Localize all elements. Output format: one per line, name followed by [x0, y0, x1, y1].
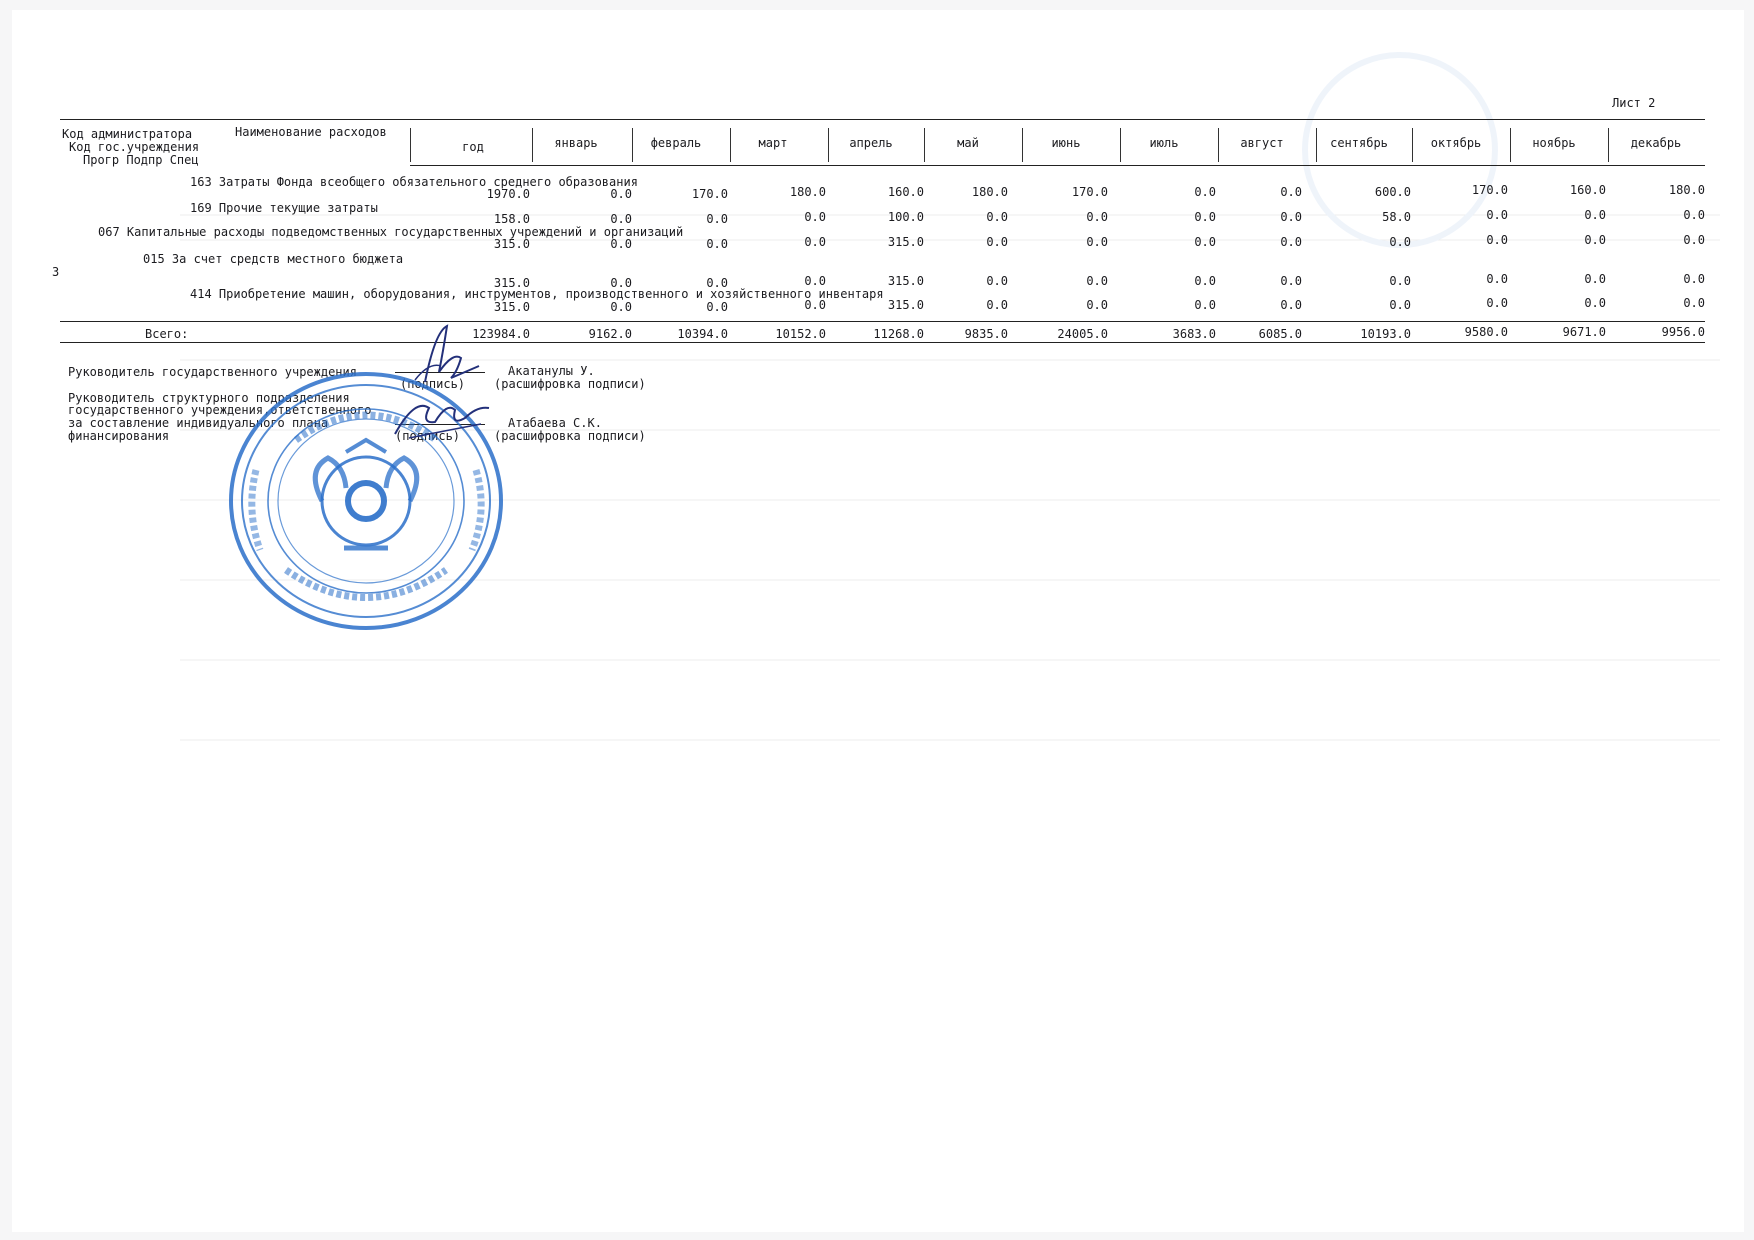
row-value: 0.0	[986, 210, 1008, 224]
row-value: 100.0	[887, 210, 924, 224]
unit-name-caption: (расшифровка подписи)	[494, 429, 646, 443]
row-value: 0.0	[1584, 296, 1606, 310]
program-codes-label: Прогр Подпр Спец	[83, 153, 199, 167]
expense-row-title: 169 Прочие текущие затраты	[190, 201, 378, 215]
expense-row-title: 015 За счет средств местного бюджета	[143, 252, 404, 266]
unit-name: Атабаева С.К.	[508, 416, 602, 430]
total-value: 9580.0	[1464, 325, 1508, 339]
row-value: 0.0	[1086, 298, 1108, 312]
total-value: 123984.0	[472, 327, 530, 341]
column-header: март	[758, 136, 788, 150]
total-label: Всего:	[145, 327, 189, 341]
row-value: 315.0	[887, 274, 924, 288]
row-value: 170.0	[691, 187, 728, 201]
row-value: 0.0	[610, 187, 632, 201]
row-value: 0.0	[1486, 208, 1508, 222]
row-value: 0.0	[706, 237, 728, 251]
row-value: 0.0	[1194, 235, 1216, 249]
total-top-rule	[60, 321, 1705, 322]
unit-label-line-3: за составление индивидуального плана	[68, 416, 329, 430]
row-value: 0.0	[1086, 274, 1108, 288]
expense-row-title: 163 Затраты Фонда всеобщего обязательного среднего образования	[190, 175, 638, 189]
row-value: 0.0	[986, 298, 1008, 312]
row-value: 0.0	[1584, 208, 1606, 222]
total-value: 10193.0	[1360, 327, 1411, 341]
column-header: май	[957, 136, 979, 150]
column-header: август	[1240, 136, 1284, 150]
handwritten-signature-icon	[385, 388, 495, 446]
row-value: 0.0	[1389, 298, 1411, 312]
row-value: 58.0	[1382, 210, 1411, 224]
total-bottom-rule	[60, 342, 1705, 343]
row-value: 0.0	[610, 237, 632, 251]
row-value: 0.0	[1486, 296, 1508, 310]
row-value: 0.0	[804, 235, 826, 249]
head-name-caption: (расшифровка подписи)	[494, 377, 646, 391]
row-value: 1970.0	[486, 187, 530, 201]
row-value: 160.0	[887, 185, 924, 199]
total-value: 11268.0	[873, 327, 924, 341]
row-value: 0.0	[1194, 185, 1216, 199]
row-value: 0.0	[610, 276, 632, 290]
row-value: 0.0	[1584, 233, 1606, 247]
expense-name-label: Наименование расходов	[235, 125, 387, 139]
head-position-label: Руководитель государственного учреждения	[68, 365, 357, 379]
column-header: июль	[1149, 136, 1179, 150]
unit-label-line-1: Руководитель структурного подразделения	[68, 391, 350, 405]
row-value: 0.0	[1683, 296, 1705, 310]
total-value: 6085.0	[1258, 327, 1302, 341]
row-value: 158.0	[493, 212, 530, 226]
total-value: 24005.0	[1057, 327, 1108, 341]
row-value: 180.0	[971, 185, 1008, 199]
row-value: 180.0	[789, 185, 826, 199]
column-header: февраль	[650, 136, 702, 150]
total-value: 10394.0	[677, 327, 728, 341]
header-bottom-rule	[410, 165, 1705, 166]
total-value: 9956.0	[1661, 325, 1705, 339]
row-value: 0.0	[1389, 235, 1411, 249]
unit-label-line-2: государственного учреждения,ответственного	[68, 403, 372, 417]
row-value: 315.0	[493, 300, 530, 314]
column-separator	[1608, 128, 1609, 162]
column-separator	[410, 128, 411, 162]
column-header: декабрь	[1630, 136, 1682, 150]
row-value: 0.0	[1194, 210, 1216, 224]
column-header: июнь	[1051, 136, 1081, 150]
total-value: 9162.0	[588, 327, 632, 341]
handwritten-signature-icon	[395, 322, 485, 392]
row-value: 160.0	[1569, 183, 1606, 197]
column-header: сентябрь	[1330, 136, 1388, 150]
row-value: 0.0	[1280, 235, 1302, 249]
row-value: 0.0	[610, 212, 632, 226]
column-header: ноябрь	[1532, 136, 1576, 150]
head-name: Акатанулы У.	[508, 364, 595, 378]
admin-code-label: Код администратора	[62, 127, 193, 141]
row-value: 315.0	[887, 235, 924, 249]
row-value: 0.0	[706, 212, 728, 226]
row-value: 600.0	[1374, 185, 1411, 199]
row-value: 315.0	[493, 276, 530, 290]
row-value: 0.0	[1486, 272, 1508, 286]
column-header: октябрь	[1430, 136, 1482, 150]
row-value: 0.0	[804, 298, 826, 312]
margin-mark: 3	[52, 265, 60, 279]
total-value: 10152.0	[775, 327, 826, 341]
column-header: апрель	[849, 136, 893, 150]
row-value: 0.0	[1683, 233, 1705, 247]
row-value: 0.0	[1194, 298, 1216, 312]
header-top-rule	[60, 119, 1705, 120]
total-value: 3683.0	[1172, 327, 1216, 341]
row-value: 0.0	[1086, 235, 1108, 249]
row-value: 180.0	[1668, 183, 1705, 197]
row-value: 0.0	[1280, 274, 1302, 288]
row-value: 0.0	[1280, 185, 1302, 199]
row-value: 0.0	[1280, 298, 1302, 312]
expense-row-title: 067 Капитальные расходы подведомственных государственных учреждений и организаций	[98, 225, 684, 239]
row-value: 0.0	[1389, 274, 1411, 288]
row-value: 315.0	[887, 298, 924, 312]
row-value: 0.0	[1486, 233, 1508, 247]
row-value: 0.0	[804, 210, 826, 224]
row-value: 0.0	[1280, 210, 1302, 224]
row-value: 170.0	[1071, 185, 1108, 199]
total-value: 9835.0	[964, 327, 1008, 341]
head-sign-caption: (подпись)	[400, 377, 466, 391]
row-value: 0.0	[1683, 272, 1705, 286]
total-value: 9671.0	[1562, 325, 1606, 339]
unit-sign-caption: (подпись)	[395, 429, 461, 443]
row-value: 0.0	[1683, 208, 1705, 222]
row-value: 0.0	[986, 235, 1008, 249]
row-value: 0.0	[610, 300, 632, 314]
institution-code-label: Код гос.учреждения	[69, 140, 200, 154]
row-value: 0.0	[706, 300, 728, 314]
expense-row-title: 414 Приобретение машин, оборудования, инструментов, производственного и хозяйственного инвентаря	[190, 287, 884, 301]
row-value: 170.0	[1471, 183, 1508, 197]
row-value: 0.0	[706, 276, 728, 290]
column-header: январь	[554, 136, 598, 150]
row-value: 0.0	[1086, 210, 1108, 224]
row-value: 0.0	[804, 274, 826, 288]
row-value: 315.0	[493, 237, 530, 251]
row-value: 0.0	[1194, 274, 1216, 288]
row-value: 0.0	[1584, 272, 1606, 286]
sheet-number: Лист 2	[1612, 96, 1656, 110]
row-value: 0.0	[986, 274, 1008, 288]
column-header: год	[462, 140, 484, 154]
unit-label-line-4: финансирования	[68, 429, 170, 443]
